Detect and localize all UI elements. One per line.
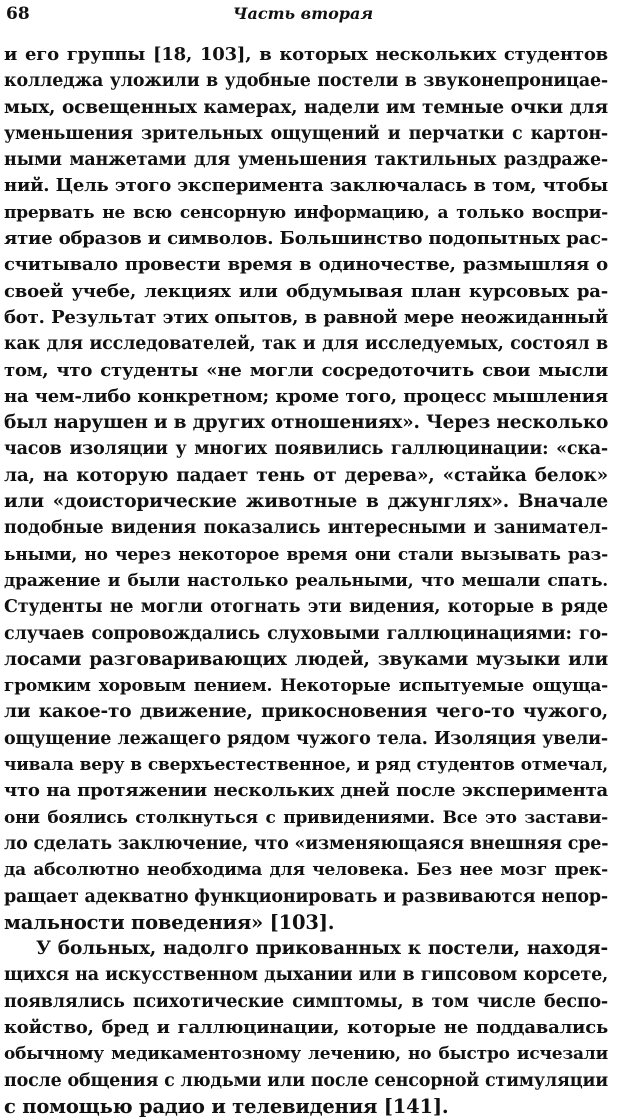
text-line: подобные видения показались интересными и занимател- — [4, 518, 608, 539]
text-line: на чем-либо конкретном; кроме того, процесс мышления — [4, 385, 608, 407]
text-line: ний. Цель этого эксперимента заключалась в том, чтобы — [4, 175, 608, 197]
text-line: лосами разговаривающих людей, звуками музыки или — [4, 648, 608, 670]
text-line: ращает адекватно функционировать и развиваются непор- — [4, 886, 608, 907]
text-line: чивала веру в сверхъестественное, и ряд студентов отмечал, — [4, 755, 608, 776]
text-line: ными манжетами для уменьшения тактильных раздраже- — [4, 150, 608, 171]
text-line: ло сделать заключение, что «изменяющаяся внешняя сре- — [4, 833, 608, 854]
text-line: койство, бред и галлюцинации, которые не поддавались — [4, 1016, 608, 1038]
text-line: своей учебе, лекциях или обдумывая план курсовых ра- — [4, 280, 608, 302]
text-line: колледжа уложили в удобные постели в звуконепроницае- — [4, 71, 608, 92]
text-line: как для исследователей, так и для исследуемых, состоял в — [4, 334, 608, 355]
text-line: что на протяжении нескольких дней после эксперимента — [4, 780, 608, 802]
text-line: уменьшения зрительных ощущений и перчатки с картон- — [4, 123, 608, 144]
text-line: щихся на искусственном дыхании или в гипсовом корсете, — [4, 965, 608, 986]
text-line: прервать не всю сенсорную информацию, а только воспри- — [4, 202, 608, 223]
paragraph — [4, 42, 608, 936]
text-line: ли какое-то движение, прикосновения чего-то чужого, — [4, 701, 608, 723]
page-header — [6, 4, 600, 30]
text-line: ятие образов и символов. Большинство подопытных рас- — [4, 228, 608, 250]
text-line: мальности поведения» [103]. — [4, 910, 335, 934]
text-line: считывало провести время в одиночестве, размышляя о — [4, 254, 608, 276]
paragraph — [4, 936, 608, 1120]
text-line: и его группы [18, 103], в которых нескольких студентов — [4, 44, 608, 65]
text-line: они боялись столкнуться с привидениями. Все это застави- — [4, 807, 608, 828]
running-title: Часть вторая — [232, 4, 374, 23]
text-line: бот. Результат этих опытов, в равной мере неожиданный — [4, 306, 608, 328]
text-line: да абсолютно необходима для человека. Без нее мозг прек- — [4, 860, 608, 881]
text-line: Студенты не могли отогнать эти видения, которые в ряде — [4, 597, 608, 618]
text-line: ощущение лежащего рядом чужого тела. Изоляция увели- — [4, 728, 608, 749]
text-line: появлялись психотические симптомы, в том числе беспо- — [4, 991, 608, 1012]
text-line: дражение и были настолько реальными, что мешали спать. — [4, 570, 608, 591]
text-line: был нарушен и в других отношениях». Через несколько — [4, 412, 608, 434]
text-line: случаев сопровождались слуховыми галлюцинациями: го- — [4, 623, 608, 644]
body-text — [4, 42, 608, 1120]
text-line: часов изоляции у многих появились галлюцинации: «ска- — [4, 439, 608, 460]
text-line: громким хоровым пением. Некоторые испытуемые ощуща- — [4, 676, 608, 697]
text-line: У больных, надолго прикованных к постели, находя- — [36, 938, 608, 960]
page-number: 68 — [6, 4, 30, 24]
text-line: после общения с людьми или после сенсорной стимуляции — [4, 1070, 608, 1091]
text-line: или «доисторические животные в джунглях». Вначале — [4, 491, 608, 513]
text-line: с помощью радио и телевидения [141]. — [4, 1094, 449, 1118]
text-line: ла, на которую падает тень от дерева», «стайка белок» — [4, 464, 608, 486]
text-line: мых, освещенных камерах, надели им темные очки для — [4, 96, 608, 118]
text-line: том, что студенты «не могли сосредоточить свои мысли — [4, 359, 608, 381]
text-line: ьными, но через некоторое время они стали вызывать раз- — [4, 544, 608, 565]
text-line: обычному медикаментозному лечению, но быстро исчезали — [4, 1044, 608, 1065]
